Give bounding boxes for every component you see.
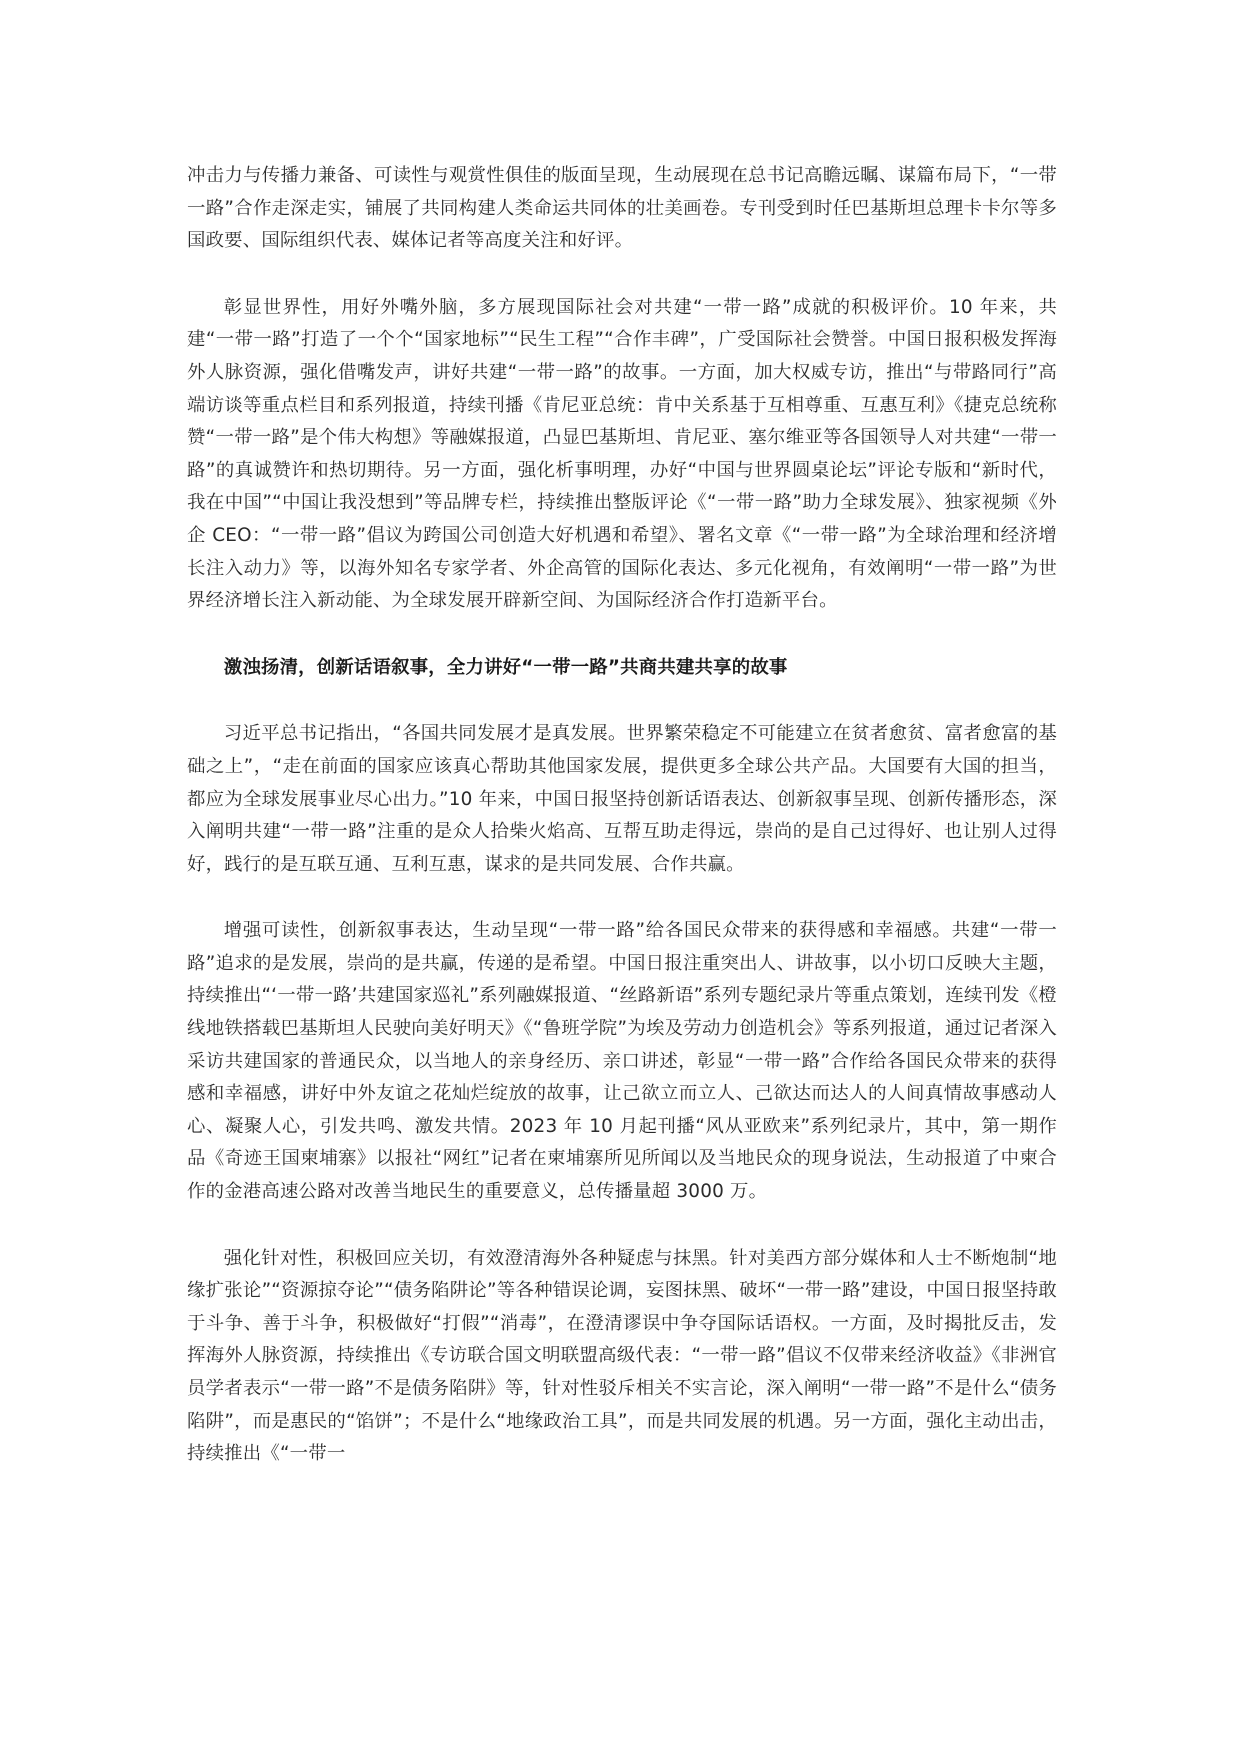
article-body xyxy=(187,160,1057,1505)
section-heading: 激浊扬清，创新话语叙事，全力讲好“一带一路”共商共建共享的故事 xyxy=(223,656,788,678)
paragraph-continuation: 冲击力与传播力兼备、可读性与观赏性俱佳的版面呈现，生动展现在总书记高瞻远瞩、谋篇布局下，“一带一路”合作走深走实，铺展了共同构建人类命运共同体的壮美画卷。专刊受到时任巴基斯坦总理卡卡尔等多国政要、国际组织代表、媒体记者等高度关注和好评。 xyxy=(187,165,1057,252)
paragraph-worldwide-perspective: 彰显世界性，用好外嘴外脑，多方展现国际社会对共建“一带一路”成就的积极评价。10 年来，共建“一带一路”打造了一个个“国家地标”“民生工程”“合作丰碑”，广受国际社会赞誉。中国日报积极发挥海外人脉资源，强化借嘴发声，讲好共建“一带一路”的故事。一方面，加大权威专访，推出“与带路同行”高端访谈等重点栏目和系列报道，持续刊播《肯尼亚总统：肯中关系基于互相尊重、互惠互利》《捷克总统称赞“一带一路”是个伟大构想》等融媒报道，凸显巴基斯坦、肯尼亚、塞尔维亚等各国领导人对共建“一带一路”的真诚赞许和热切期待。另一方面，强化析事明理，办好“中国与世界圆桌论坛”评论专版和“新时代，我在中国”“中国让我没想到”等品牌专栏，持续推出整版评论《“一带一路”助力全球发展》、独家视频《外企 CEO：“一带一路”倡议为跨国公司创造大好机遇和希望》、署名文章《“一带一路”为全球治理和经济增长注入动力》等，以海外知名专家学者、外企高管的国际化表达、多元化视角，有效阐明“一带一路”为世界经济增长注入新动能、为全球发展开辟新空间、为国际经济合作打造新平台。 xyxy=(187,296,1057,612)
paragraph-readability: 增强可读性，创新叙事表达，生动呈现“一带一路”给各国民众带来的获得感和幸福感。共建“一带一路”追求的是发展，崇尚的是共赢，传递的是希望。中国日报注重突出人、讲故事，以小切口反映大主题，持续推出“‘一带一路’共建国家巡礼”系列融媒报道、“丝路新语”系列专题纪录片等重点策划，连续刊发《橙线地铁搭载巴基斯坦人民驶向美好明天》《“鲁班学院”为埃及劳动力创造机会》等系列报道，通过记者深入采访共建国家的普通民众，以当地人的亲身经历、亲口讲述，彰显“一带一路”合作给各国民众带来的获得感和幸福感，讲好中外友谊之花灿烂绽放的故事，让己欲立而立人、己欲达而达人的人间真情故事感动人心、凝聚人心，引发共鸣、激发共情。2023 年 10 月起刊播“风从亚欧来”系列纪录片，其中，第一期作品《奇迹王国柬埔寨》以报社“网红”记者在柬埔寨所见所闻以及当地民众的现身说法，生动报道了中柬合作的金港高速公路对改善当地民生的重要意义，总传播量超 3000 万。 xyxy=(187,920,1057,1203)
paragraph-xi-quote: 习近平总书记指出，“各国共同发展才是真发展。世界繁荣稳定不可能建立在贫者愈贫、富者愈富的基础之上”，“走在前面的国家应该真心帮助其他国家发展，提供更多全球公共产品。大国要有大国的担当，都应为全球发展事业尽心出力。”10 年来，中国日报坚持创新话语表达、创新叙事呈现、创新传播形态，深入阐明共建“一带一路”注重的是众人拾柴火焰高、互帮互助走得远，崇尚的是自己过得好、也让别人过得好，践行的是互联互通、互利互惠，谋求的是共同发展、合作共赢。 xyxy=(187,723,1057,875)
paragraph-targeted-response: 强化针对性，积极回应关切，有效澄清海外各种疑虑与抹黑。针对美西方部分媒体和人士不断炮制“地缘扩张论”“资源掠夺论”“债务陷阱论”等各种错误论调，妄图抹黑、破坏“一带一路”建设，中国日报坚持敢于斗争、善于斗争，积极做好“打假”“消毒”，在澄清谬误中争夺国际话语权。一方面，及时揭批反击，发挥海外人脉资源，持续推出《专访联合国文明联盟高级代表：“一带一路”倡议不仅带来经济收益》《非洲官员学者表示“一带一路”不是债务陷阱》等，针对性驳斥相关不实言论，深入阐明“一带一路”不是什么“债务陷阱”，而是惠民的“馅饼”；不是什么“地缘政治工具”，而是共同发展的机遇。另一方面，强化主动出击，持续推出《“一带一 xyxy=(187,1247,1057,1465)
